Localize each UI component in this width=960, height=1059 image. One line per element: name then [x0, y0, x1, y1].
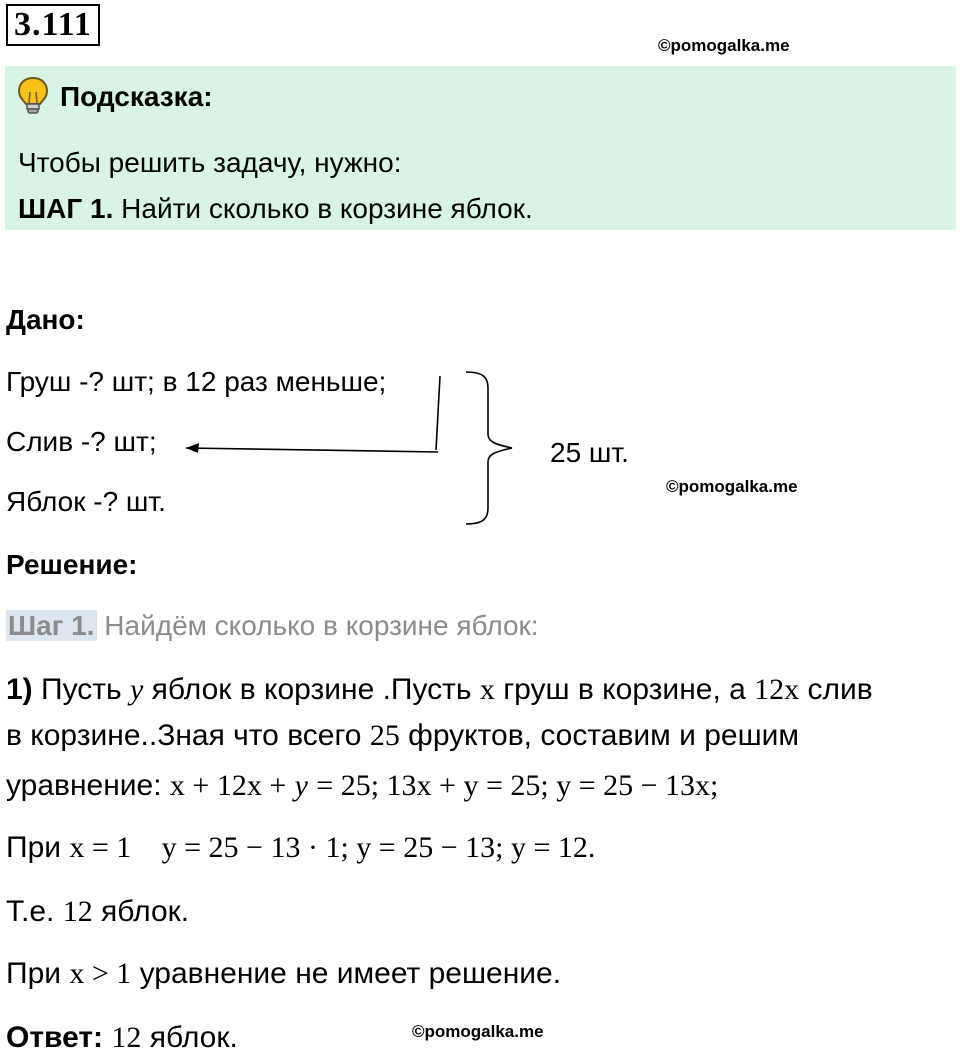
given-total: 25 шт.	[550, 437, 629, 468]
given-pears: Груш -? шт; в 12 раз меньше;	[6, 366, 387, 397]
p1-text: груш в корзине, а	[503, 673, 746, 706]
p1-number: 1)	[6, 673, 33, 706]
answer-label: Ответ:	[6, 1021, 104, 1054]
p4-text: При	[6, 957, 62, 990]
p1-var-y: y	[129, 673, 144, 706]
p1-text: слив	[807, 673, 873, 706]
relation-arrow-line	[186, 448, 438, 452]
answer	[6, 1020, 238, 1056]
given-title: Дано:	[6, 304, 85, 335]
watermark-2: ©pomogalka.me	[666, 477, 798, 496]
p1-text: уравнение:	[6, 769, 162, 802]
p3-text: яблок.	[101, 895, 190, 928]
step1-heading	[6, 609, 539, 643]
solution-title: Решение:	[6, 549, 138, 580]
answer-number: 12	[111, 1021, 142, 1054]
p1-text: Пусть	[41, 673, 122, 706]
p1-var-12x: 12x	[754, 673, 800, 706]
solution-p4	[6, 956, 561, 992]
p3-text: Т.е.	[6, 895, 55, 928]
arrow-head-icon	[186, 443, 199, 453]
p1-num-25: 25	[369, 719, 400, 752]
step1-text: Найдём сколько в корзине яблок:	[104, 610, 539, 641]
step1-label: Шаг 1.	[8, 610, 95, 641]
p1-equation: x + 12x +	[169, 769, 287, 802]
p3-number: 12	[62, 895, 93, 928]
answer-text: яблок.	[149, 1021, 238, 1054]
p1-text: в корзине..Зная что всего	[6, 719, 362, 752]
problem-number: 3.111	[6, 4, 100, 46]
p2-condition: x = 1	[69, 831, 132, 864]
pears-connector-line	[436, 376, 440, 450]
solution-p1-line2	[6, 718, 799, 754]
watermark-3: ©pomogalka.me	[412, 1022, 544, 1041]
solution-p3	[6, 894, 189, 930]
solution-p2	[6, 830, 595, 866]
hint-step-text: Найти сколько в корзине яблок.	[121, 193, 533, 224]
solution-p1-line3	[6, 768, 718, 804]
watermark: ©pomogalka.me	[658, 36, 790, 55]
p1-equation-y: y	[294, 769, 308, 802]
p4-text: уравнение не имеет решение.	[139, 957, 562, 990]
p1-text: яблок в корзине .Пусть	[151, 673, 472, 706]
curly-brace	[466, 372, 512, 524]
given-apples: Яблок -? шт.	[6, 486, 166, 517]
p1-var-x: x	[479, 673, 495, 706]
given-plums: Слив -? шт;	[6, 426, 157, 457]
p4-condition: x > 1	[69, 957, 132, 990]
hint-title: Подсказка:	[60, 81, 213, 112]
p2-text: При	[6, 831, 62, 864]
p2-calculation: y = 25 − 13 · 1; y = 25 − 13; y = 12.	[161, 831, 596, 864]
hint-step-label: ШАГ 1.	[18, 193, 114, 224]
solution-p1-line1	[6, 672, 873, 708]
p1-equation: = 25; 13x + y = 25; y = 25 − 13x;	[316, 769, 719, 802]
hint-line: Чтобы решить задачу, нужно:	[18, 147, 402, 178]
p1-text: фруктов, составим и решим	[408, 719, 800, 752]
